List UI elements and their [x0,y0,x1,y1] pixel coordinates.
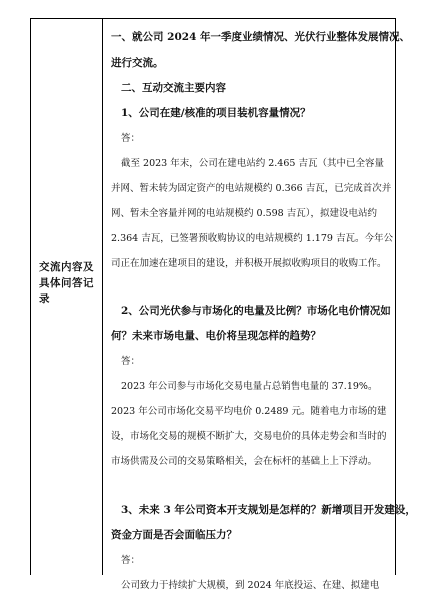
answer-text: 2023 年公司参与市场化交易电量占总销售电量的 37.19%。 [121,381,378,392]
row-label-line: 具体问答记 [39,277,94,289]
question-heading: 3、未来 3 年公司资本开支规划是怎样的？新增项目开发建设， [121,504,416,516]
answer-text: 网、暂未全容量并网的电站规模约 0.598 吉瓦），拟建设电站约 [111,208,377,219]
answer-label: 答： [121,133,141,144]
row-header-cell [31,19,103,575]
question-heading: 何？未来市场电量、电价将呈现怎样的趋势？ [111,330,321,342]
answer-text: 并网、暂未转为固定资产的电站规模约 0.366 吉瓦，已完成首次并 [111,183,392,194]
row-label [39,259,95,307]
section-heading: 进行交流。 [111,57,164,69]
row-label-line: 录 [39,293,50,305]
answer-text: 设，市场化交易的规模不断扩大，交易电价的具体走势会和当时的 [111,431,387,442]
question-heading: 1、公司在建/核准的项目装机容量情况？ [121,107,311,119]
row-label-line: 交流内容及 [39,261,94,273]
answer-text: 2.364 吉瓦，已签署预收购协议的电站规模约 1.179 吉瓦。今年公 [111,233,393,244]
answer-text: 2023 年公司市场化交易平均电价 0.2489 元。随着电力市场的建 [111,406,387,417]
answer-label: 答： [121,356,141,367]
record-table [30,18,416,591]
answer-text: 公司致力于持续扩大规模，到 2024 年底投运、在建、拟建电 [121,580,380,591]
section-heading: 二、互动交流主要内容 [121,82,226,94]
answer-label: 答： [121,555,141,566]
question-heading: 2、公司光伏参与市场化的电量及比例？市场化电价情况如 [121,305,391,317]
answer-text: 市场供需及公司的交易策略相关，会在标杆的基础上上下浮动。 [111,456,378,467]
section-heading: 一、就公司 2024 年一季度业绩情况、光伏行业整体发展情况、 [111,31,411,43]
answer-text: 截至 2023 年末，公司在建电站约 2.465 吉瓦（其中已全容量 [121,158,384,169]
answer-text: 司正在加速在建项目的建设，并积极开展拟收购项目的收购工作。 [111,258,387,269]
question-heading: 资金方面是否会面临压力？ [111,529,237,541]
